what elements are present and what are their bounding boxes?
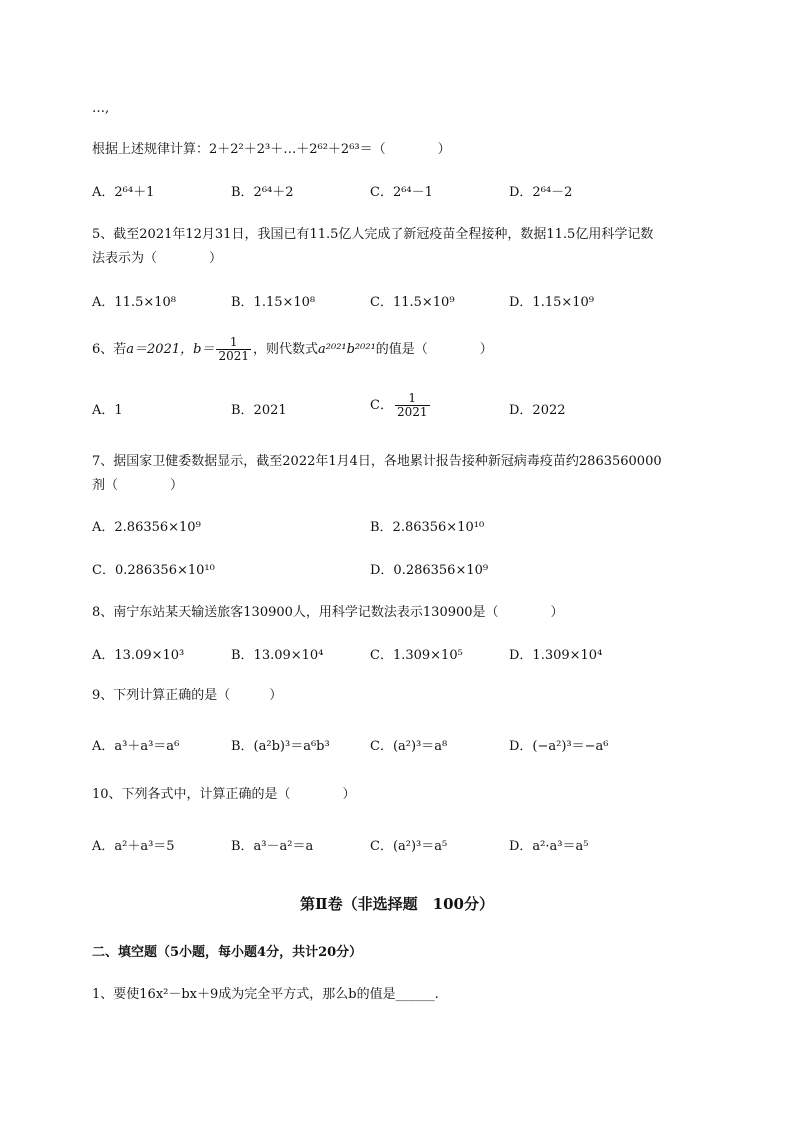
q6-b-numerator: 1 (229, 335, 238, 349)
part-two-title: 第Ⅱ卷（非选择题 100分） (300, 895, 494, 913)
q6-option-b: B．2021 (231, 403, 287, 418)
q8-stem: 8、南宁东站某天输送旅客130900人，用科学记数法表示130900是（ ） (92, 605, 564, 620)
q6-suffix: 的值是（ ） (375, 342, 493, 357)
q6-option-a: A．1 (92, 403, 123, 418)
q8-option-c: C．1.309×10⁵ (370, 648, 463, 663)
q6-prefix: 6、若 (92, 342, 127, 357)
q7-option-a: A．2.86356×10⁹ (92, 520, 201, 535)
pattern-question-stem: 根据上述规律计算：2＋2²＋2³＋…＋2⁶²＋2⁶³＝（ ） (92, 142, 451, 157)
q9-stem: 9、下列计算正确的是（ ） (92, 688, 283, 703)
q9-option-b: B．(a²b)³＝a⁶b³ (231, 739, 330, 754)
q7-option-d: D．0.286356×10⁹ (370, 563, 489, 578)
q9-option-c: C．(a²)³＝a⁸ (370, 739, 448, 754)
pattern-option-d: D．2⁶⁴－2 (509, 185, 573, 200)
q6-option-c-fraction (395, 392, 430, 419)
pattern-option-a: A．2⁶⁴＋1 (92, 185, 155, 200)
q7-stem-line1: 7、据国家卫健委数据显示，截至2022年1月4日，各地累计报告接种新冠病毒疫苗约2863560000 (92, 454, 662, 469)
q6-b-label: b＝ (193, 342, 215, 357)
q5-stem-line1: 5、截至2021年12月31日，我国已有11.5亿人完成了新冠疫苗全程接种，数据11.5亿用科学记数 (92, 227, 654, 242)
q8-option-b: B．13.09×10⁴ (231, 648, 324, 663)
q7-option-c: C．0.286356×10¹⁰ (92, 563, 215, 578)
q7-option-b: B．2.86356×10¹⁰ (370, 520, 485, 535)
q10-stem: 10、下列各式中，计算正确的是（ ） (92, 787, 356, 802)
fill-in-section-heading: 二、填空题（5小题，每小题4分，共计20分） (92, 945, 363, 960)
q5-option-a: A．11.5×10⁸ (92, 295, 176, 310)
q6-b-fraction (216, 336, 251, 363)
q6-mid-text: ，则代数式 (253, 342, 319, 357)
fill-in-question-1: 1、要使16x²－bx＋9成为完全平方式，那么b的值是______. (92, 987, 439, 1002)
q8-option-a: A．13.09×10³ (92, 648, 185, 663)
q10-option-d: D．a²·a³＝a⁵ (509, 839, 589, 854)
continuation-ellipsis: …, (92, 101, 110, 116)
q9-option-d: D．(−a²)³＝−a⁶ (509, 739, 609, 754)
q6-stem (92, 336, 493, 364)
q8-option-d: D．1.309×10⁴ (509, 648, 603, 663)
q9-option-a: A．a³＋a³＝a⁶ (92, 739, 180, 754)
q5-option-c: C．11.5×10⁹ (370, 295, 455, 310)
q6-expression: a²⁰²¹b²⁰²¹ (318, 342, 376, 357)
q6-option-d: D．2022 (509, 403, 566, 418)
q5-stem-line2: 法表示为（ ） (92, 251, 223, 266)
q6-a-equation: a＝2021， (126, 342, 194, 357)
q6-option-c-denominator: 2021 (396, 405, 428, 419)
q6-option-c-numerator: 1 (408, 391, 417, 405)
q10-option-c: C．(a²)³＝a⁵ (370, 839, 448, 854)
q5-option-b: B．1.15×10⁸ (231, 295, 316, 310)
q5-option-d: D．1.15×10⁹ (509, 295, 595, 310)
pattern-option-b: B．2⁶⁴＋2 (231, 185, 294, 200)
q6-option-c-label: C． (370, 398, 393, 413)
q10-option-b: B．a³－a²＝a (231, 839, 314, 854)
q6-b-denominator: 2021 (218, 349, 249, 363)
q6-option-c (370, 392, 432, 420)
q10-option-a: A．a²＋a³＝5 (92, 839, 175, 854)
q7-stem-line2: 剂（ ） (92, 478, 184, 493)
pattern-option-c: C．2⁶⁴－1 (370, 185, 433, 200)
